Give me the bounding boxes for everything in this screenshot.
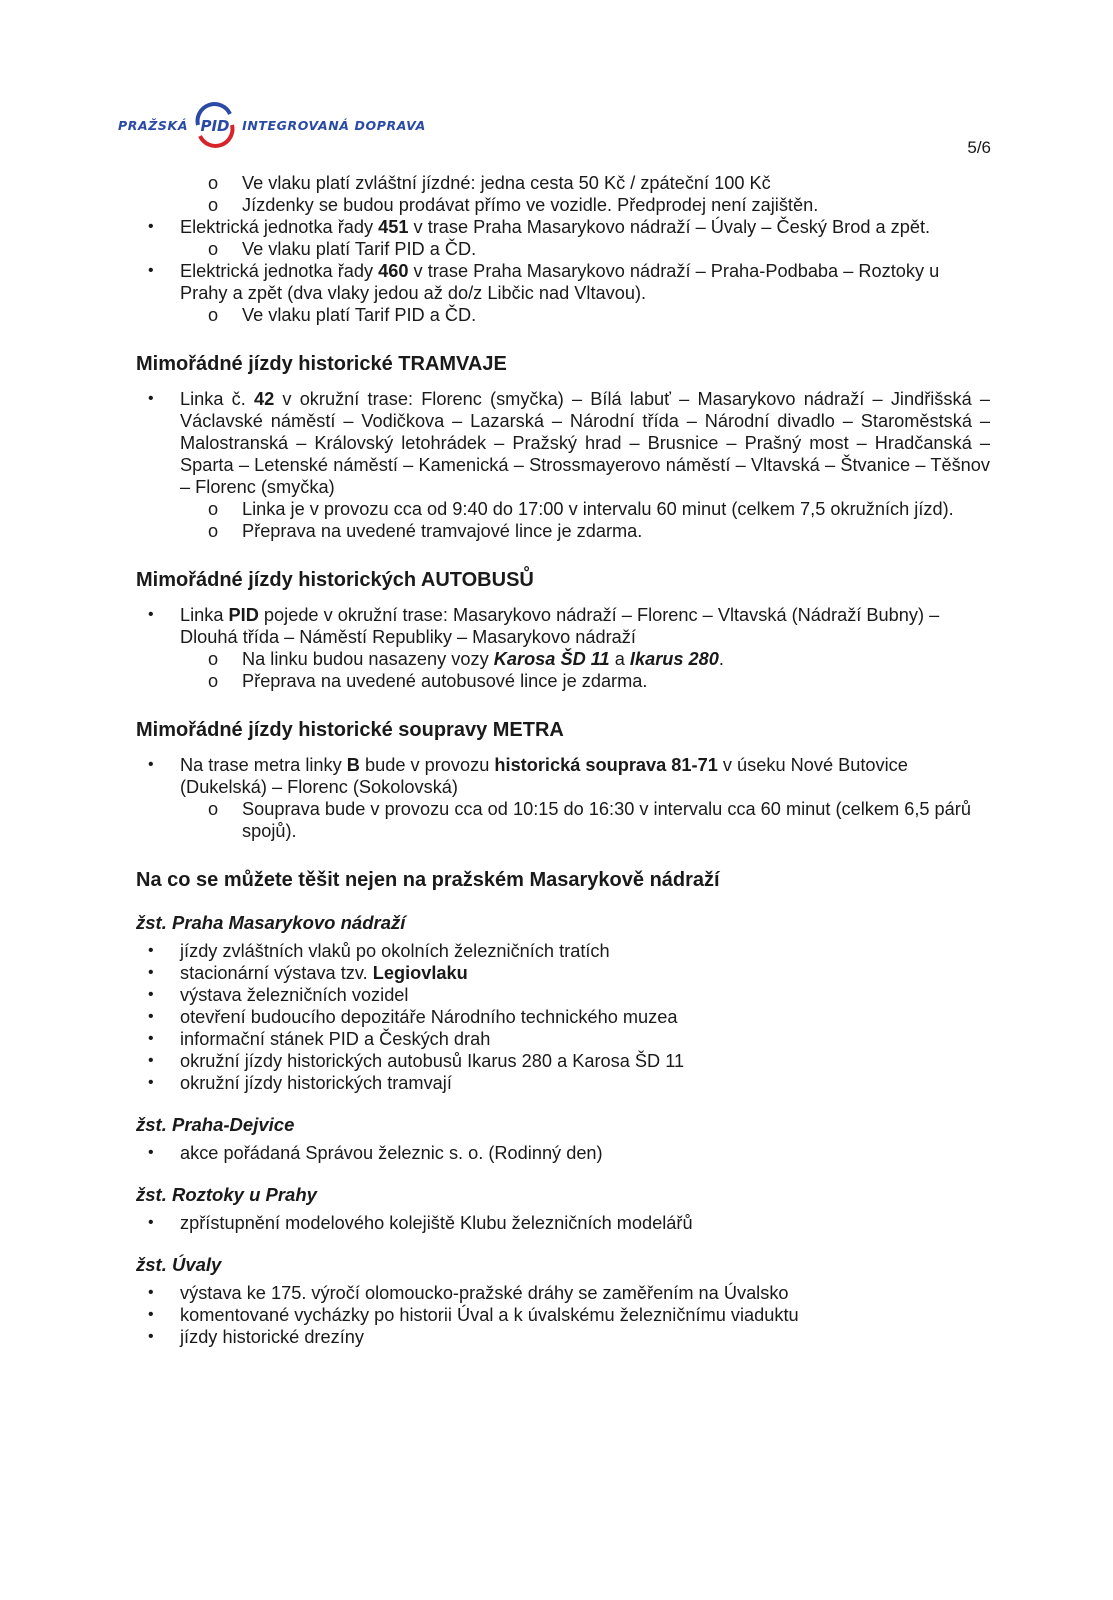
section-heading-bus: Mimořádné jízdy historických AUTOBUSŮ	[136, 569, 534, 591]
list-item: • stacionární výstava tzv. Legiovlaku	[148, 962, 990, 984]
bullet-item: • Linka č. 42 v okružní trase: Florenc (smyčka) – Bílá labuť – Masarykovo nádraží – Jindřišská – Václavské náměstí – Vodičkova – Lazarská – Národní třída – Národní divadlo – Staroměstská – Malostranská – Královský letohrádek – Pražský hrad – Brusnice – Prašný most – Hradčanská – Sparta – Letenské náměstí – Kamenická – Strossmayerovo náměstí – Vltavská – Štvanice – Těšnov – Florenc (smyčka)	[148, 388, 990, 498]
station-heading: žst. Praha Masarykovo nádraží	[136, 912, 406, 933]
section-heading-metro: Mimořádné jízdy historické soupravy METRA	[136, 719, 564, 741]
header	[118, 100, 426, 150]
list-item: • informační stánek PID a Českých drah	[148, 1028, 990, 1050]
logo-text: PID	[200, 117, 230, 135]
bullet-item: • Na trase metra linky B bude v provozu historická souprava 81-71 v úseku Nové Butovice (Dukelská) – Florenc (Sokolovská)	[148, 754, 990, 798]
section-heading-events: Na co se můžete těšit nejen na pražském Masarykově nádraží	[136, 869, 720, 891]
list-item: • výstava ke 175. výročí olomoucko-pražské dráhy se zaměřením na Úvalsko	[148, 1282, 990, 1304]
list-item: • jízdy historické drezíny	[148, 1326, 990, 1348]
sub-item: o Ve vlaku platí zvláštní jízdné: jedna cesta 50 Kč / zpáteční 100 Kč	[208, 172, 990, 194]
section-heading-tram: Mimořádné jízdy historické TRAMVAJE	[136, 353, 507, 375]
list-item: • jízdy zvláštních vlaků po okolních železničních tratích	[148, 940, 990, 962]
sub-item: o Ve vlaku platí Tarif PID a ČD.	[208, 304, 990, 326]
pid-logo-icon	[192, 102, 238, 148]
list-item: • výstava železničních vozidel	[148, 984, 990, 1006]
document-body	[136, 172, 990, 1348]
sub-item: o Přeprava na uvedené tramvajové lince je zdarma.	[208, 520, 990, 542]
brand-right: INTEGROVANÁ DOPRAVA	[242, 117, 426, 133]
list-item: • zpřístupnění modelového kolejiště Klubu železničních modelářů	[148, 1212, 990, 1234]
sub-item: o Jízdenky se budou prodávat přímo ve vozidle. Předprodej není zajištěn.	[208, 194, 990, 216]
list-item: • otevření budoucího depozitáře Národního technického muzea	[148, 1006, 990, 1028]
station-heading: žst. Praha-Dejvice	[136, 1114, 295, 1135]
station-heading: žst. Úvaly	[136, 1254, 222, 1275]
bullet-item: • Elektrická jednotka řady 451 v trase Praha Masarykovo nádraží – Úvaly – Český Brod a zpět.	[148, 216, 990, 238]
list-item: • okružní jízdy historických autobusů Ikarus 280 a Karosa ŠD 11	[148, 1050, 990, 1072]
sub-item: o Na linku budou nasazeny vozy Karosa ŠD 11 a Ikarus 280.	[208, 648, 990, 670]
list-item: • akce pořádaná Správou železnic s. o. (Rodinný den)	[148, 1142, 990, 1164]
brand-left: PRAŽSKÁ	[118, 117, 189, 133]
bullet-item: • Elektrická jednotka řady 460 v trase Praha Masarykovo nádraží – Praha-Podbaba – Roztoky u Prahy a zpět (dva vlaky jedou až do/z Libčic nad Vltavou).	[148, 260, 990, 304]
sub-item: o Přeprava na uvedené autobusové lince je zdarma.	[208, 670, 990, 692]
page-number: 5/6	[967, 138, 991, 157]
list-item: • komentované vycházky po historii Úval a k úvalskému železničnímu viaduktu	[148, 1304, 990, 1326]
sub-item: o Souprava bude v provozu cca od 10:15 do 16:30 v intervalu cca 60 minut (celkem 6,5 párů spojů).	[208, 798, 990, 842]
sub-item: o Ve vlaku platí Tarif PID a ČD.	[208, 238, 990, 260]
list-item: • okružní jízdy historických tramvají	[148, 1072, 990, 1094]
station-heading: žst. Roztoky u Prahy	[136, 1184, 317, 1205]
bullet-item: • Linka PID pojede v okružní trase: Masarykovo nádraží – Florenc – Vltavská (Nádraží Bubny) – Dlouhá třída – Náměstí Republiky – Masarykovo nádraží	[148, 604, 990, 648]
sub-item: o Linka je v provozu cca od 9:40 do 17:00 v intervalu 60 minut (celkem 7,5 okružních jízd).	[208, 498, 990, 520]
